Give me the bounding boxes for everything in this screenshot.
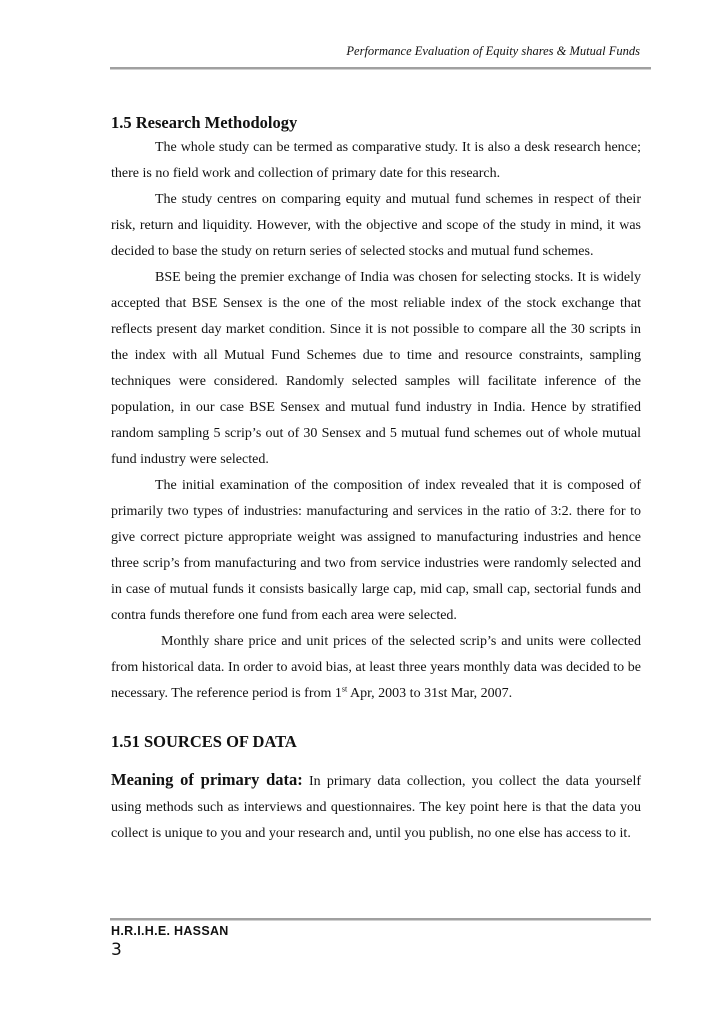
primary-data-definition: In primary data collection, you collect the data yourself using methods such as interviews and questionnaires. The key point here is that the data you collect is unique to you and your research and, until you publish, no one else has access to it. xyxy=(111,774,641,841)
reference-period-end: Apr, 2003 to 31st Mar, 2007. xyxy=(347,686,513,701)
paragraph-reference-period xyxy=(111,629,641,707)
footer-author: H.R.I.H.E. HASSAN xyxy=(111,924,229,938)
primary-data-term: Meaning of primary data: xyxy=(111,770,303,789)
footer-divider xyxy=(110,918,651,921)
section-heading-research-methodology: 1.5 Research Methodology xyxy=(111,113,298,132)
page-number: 3 xyxy=(111,940,122,960)
reference-period-text: Monthly share price and unit prices of the selected scrip’s and units were collected from historical data. In order to avoid bias, at least three years monthly data was decided to be necessary. The reference period is from 1 xyxy=(111,634,641,701)
page-body xyxy=(111,111,641,847)
section-heading-sources-of-data: 1.51 SOURCES OF DATA xyxy=(111,732,297,751)
paragraph-study-focus: The study centres on comparing equity and mutual fund schemes in respect of their risk, return and liquidity. However, with the objective and scope of the study in mind, it was decided to base the study on return series of selected stocks and mutual fund schemes. xyxy=(111,192,641,259)
running-header: Performance Evaluation of Equity shares & Mutual Funds xyxy=(346,44,640,58)
paragraph-primary-data xyxy=(111,767,641,847)
paragraph-study-type: The whole study can be termed as comparative study. It is also a desk research hence; there is no field work and collection of primary date for this research. xyxy=(111,140,641,181)
paragraph-bse-sampling: BSE being the premier exchange of India was chosen for selecting stocks. It is widely accepted that BSE Sensex is the one of the most reliable index of the stock exchange that reflects present day market condition. Since it is not possible to compare all the 30 scripts in the index with all Mutual Fund Schemes due to time and resource constraints, sampling techniques were considered. Randomly selected samples will facilitate inference of the population, in our case BSE Sensex and mutual fund industry in India. Hence by stratified random sampling 5 scrip’s out of 30 Sensex and 5 mutual fund schemes out of whole mutual fund industry were selected. xyxy=(111,270,641,467)
ordinal-suffix: st xyxy=(341,684,348,694)
header-divider xyxy=(110,67,651,70)
paragraph-index-composition: The initial examination of the composition of index revealed that it is composed of primarily two types of industries: manufacturing and services in the ratio of 3:2. there for to give correct picture appropriate weight was assigned to manufacturing industries and hence three scrip’s from manufacturing and two from service industries were randomly selected and in case of mutual funds it consists basically large cap, mid cap, small cap, sectorial funds and contra funds therefore one fund from each area were selected. xyxy=(111,478,641,623)
